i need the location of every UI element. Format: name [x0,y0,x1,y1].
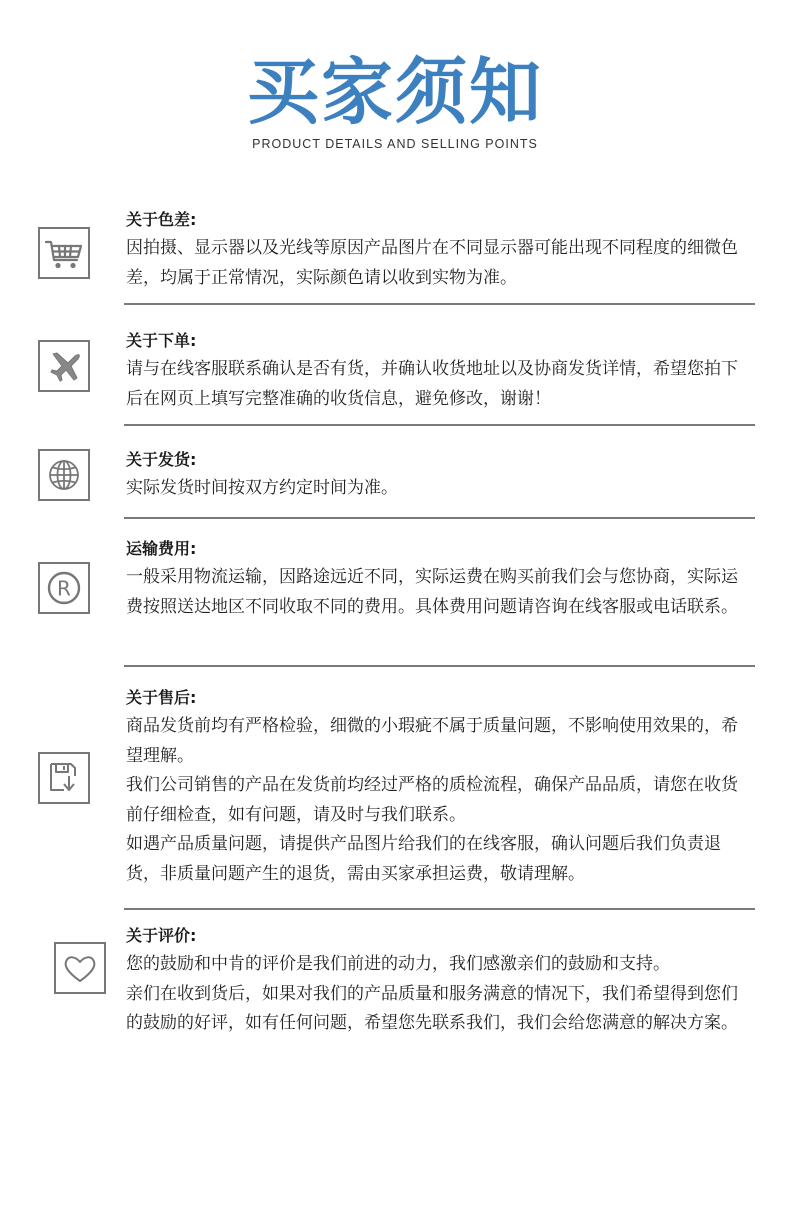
section-paragraph: 您的鼓励和中肯的评价是我们前进的动力，我们感激亲们的鼓励和支持。 [126,954,670,974]
section-heading: 关于评价: [126,926,197,945]
section-paragraph: 如遇产品质量问题，请提供产品图片给我们的在线客服，确认问题后我们负责退货，非质量问题产生的退货，需由买家承担运费，敬请理解。 [126,834,721,884]
section-heading: 关于色差: [126,210,197,229]
shopping-cart-icon [38,227,90,279]
section-paragraph: 实际发货时间按双方约定时间为准。 [126,478,398,498]
save-download-icon [38,752,90,804]
section-body [126,355,741,414]
airplane-icon [38,340,90,392]
section-body [126,950,741,1039]
section-heading: 关于发货: [126,450,197,469]
heart-icon [54,942,106,994]
section-divider [124,517,755,519]
section-divider [124,665,755,667]
section-paragraph: 商品发货前均有严格检验，细微的小瑕疵不属于质量问题，不影响使用效果的，希望理解。 [126,716,738,766]
section-divider [124,303,755,305]
registered-icon [38,562,90,614]
section-paragraph: 我们公司销售的产品在发货前均经过严格的质检流程，确保产品品质，请您在收货前仔细检查，如有问题，请及时与我们联系。 [126,775,738,825]
section-paragraph: 因拍摄、显示器以及光线等原因产品图片在不同显示器可能出现不同程度的细微色差，均属于正常情况，实际颜色请以收到实物为准。 [126,238,738,288]
section-heading: 关于下单: [126,331,197,350]
page-subtitle: PRODUCT DETAILS AND SELLING POINTS [252,137,538,151]
section-body [126,712,741,889]
section-paragraph: 一般采用物流运输，因路途远近不同，实际运费在购买前我们会与您协商，实际运费按照送达地区不同收取不同的费用。具体费用问题请咨询在线客服或电话联系。 [126,567,738,617]
section-divider [124,908,755,910]
section-body [126,563,741,622]
section-divider [124,424,755,426]
page-title: 买家须知 [246,50,543,134]
section-paragraph: 亲们在收到货后，如果对我们的产品质量和服务满意的情况下，我们希望得到您们的鼓励的好评，如有任何问题，希望您先联系我们，我们会给您满意的解决方案。 [126,983,738,1033]
section-paragraph: 请与在线客服联系确认是否有货，并确认收货地址以及协商发货详情，希望您拍下后在网页上填写完整准确的收货信息，避免修改，谢谢！ [126,359,738,409]
section-body [126,474,741,504]
section-heading: 运输费用: [126,539,197,558]
svg-text:R: R [57,576,71,601]
section-heading: 关于售后: [126,688,197,707]
section-body [126,234,741,293]
globe-icon [38,449,90,501]
